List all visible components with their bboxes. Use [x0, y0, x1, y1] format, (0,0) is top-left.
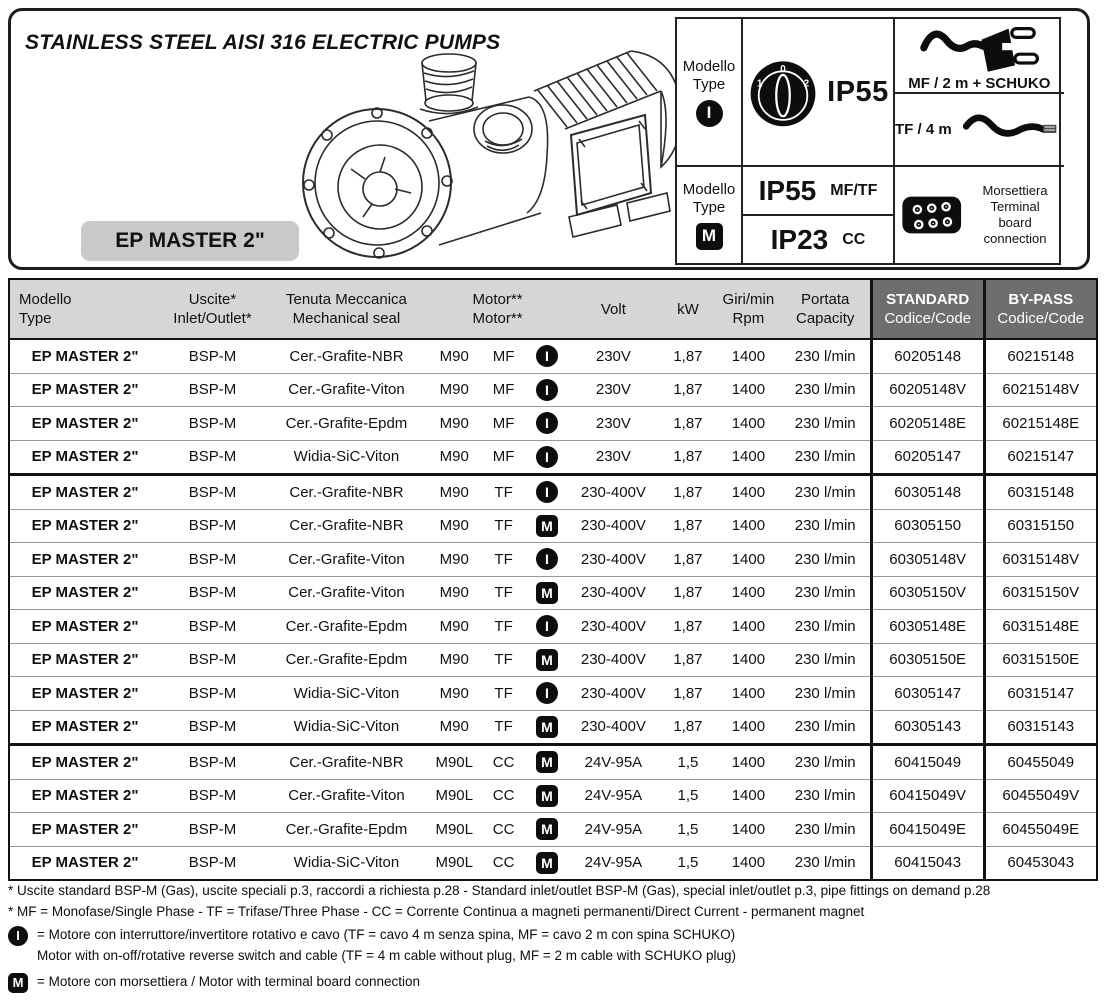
cell-standard_code: 60415049V	[871, 779, 984, 813]
cell-model: EP MASTER 2"	[9, 475, 160, 510]
cell-model: EP MASTER 2"	[9, 779, 160, 813]
cell-standard_code: 60205147	[871, 440, 984, 475]
cell-rpm: 1400	[716, 407, 780, 441]
terminal-board-cell	[895, 167, 1064, 263]
cell-kw: 1,87	[660, 710, 716, 745]
cell-inlet_outlet: BSP-M	[160, 475, 265, 510]
cell-seal: Cer.-Grafite-Viton	[265, 576, 428, 610]
cell-standard_code: 60305148V	[871, 543, 984, 577]
cell-seal: Cer.-Grafite-Viton	[265, 543, 428, 577]
cell-kw: 1,5	[660, 779, 716, 813]
cell-volt: 230-400V	[567, 610, 660, 644]
cell-type	[527, 373, 567, 407]
cell-type	[527, 610, 567, 644]
cell-standard_code: 60305147	[871, 677, 984, 711]
type-i-icon: I	[536, 548, 558, 570]
cell-inlet_outlet: BSP-M	[160, 440, 265, 475]
type-i-icon: I	[696, 100, 723, 127]
type-m-icon: M	[536, 716, 558, 738]
cell-motor: M90	[428, 576, 480, 610]
cell-volt: 230V	[567, 440, 660, 475]
cell-kw: 1,5	[660, 846, 716, 880]
svg-text:2: 2	[803, 78, 810, 90]
type-i-icon: I	[8, 926, 28, 946]
cell-kw: 1,5	[660, 745, 716, 780]
pump-illustration	[279, 17, 699, 269]
cell-standard_code: 60305148E	[871, 610, 984, 644]
cell-phase: CC	[480, 813, 526, 847]
cell-type	[527, 543, 567, 577]
cell-motor: M90	[428, 339, 480, 373]
cell-rpm: 1400	[716, 643, 780, 677]
table-row	[9, 643, 1097, 677]
cell-model: EP MASTER 2"	[9, 745, 160, 780]
type-i-icon: I	[536, 481, 558, 503]
cell-model: EP MASTER 2"	[9, 543, 160, 577]
cell-capacity: 230 l/min	[781, 779, 872, 813]
ip55-mftf-cell	[743, 167, 893, 216]
cell-volt: 24V-95A	[567, 779, 660, 813]
cell-type	[527, 643, 567, 677]
cell-rpm: 1400	[716, 576, 780, 610]
cell-type	[527, 779, 567, 813]
svg-text:0: 0	[780, 64, 786, 76]
cell-seal: Cer.-Grafite-Epdm	[265, 610, 428, 644]
cell-standard_code: 60305150V	[871, 576, 984, 610]
cell-motor: M90	[428, 677, 480, 711]
cell-inlet_outlet: BSP-M	[160, 373, 265, 407]
cell-model: EP MASTER 2"	[9, 509, 160, 543]
cell-motor: M90	[428, 643, 480, 677]
cell-motor: M90L	[428, 813, 480, 847]
cell-capacity: 230 l/min	[781, 576, 872, 610]
cell-capacity: 230 l/min	[781, 710, 872, 745]
cell-capacity: 230 l/min	[781, 813, 872, 847]
cell-capacity: 230 l/min	[781, 475, 872, 510]
cell-inlet_outlet: BSP-M	[160, 846, 265, 880]
cell-bypass_code: 60315143	[984, 710, 1097, 745]
cell-inlet_outlet: BSP-M	[160, 677, 265, 711]
table-row	[9, 745, 1097, 780]
cell-model: EP MASTER 2"	[9, 710, 160, 745]
cell-rpm: 1400	[716, 373, 780, 407]
cell-phase: CC	[480, 745, 526, 780]
cell-model: EP MASTER 2"	[9, 373, 160, 407]
cell-motor: M90	[428, 509, 480, 543]
rotary-switch-icon	[747, 56, 819, 128]
cell-type	[527, 710, 567, 745]
cell-kw: 1,87	[660, 407, 716, 441]
cell-model: EP MASTER 2"	[9, 643, 160, 677]
type-i-cable-cell	[895, 19, 1064, 167]
ip23-cc-cell	[743, 216, 893, 263]
cell-seal: Cer.-Grafite-Epdm	[265, 407, 428, 441]
table-row	[9, 779, 1097, 813]
modello-type-label: Modello Type	[682, 180, 736, 216]
type-m-icon: M	[536, 582, 558, 604]
cell-kw: 1,87	[660, 576, 716, 610]
table-row	[9, 475, 1097, 510]
cell-phase: TF	[480, 475, 526, 510]
cell-kw: 1,87	[660, 543, 716, 577]
cell-capacity: 230 l/min	[781, 543, 872, 577]
cell-capacity: 230 l/min	[781, 846, 872, 880]
cell-motor: M90	[428, 710, 480, 745]
cell-bypass_code: 60315147	[984, 677, 1097, 711]
table-row	[9, 339, 1097, 373]
terminal-board-label: Morsettiera Terminal board connection	[982, 183, 1048, 246]
ip55-rating: IP55	[827, 75, 889, 108]
cell-kw: 1,87	[660, 373, 716, 407]
header-motor: Motor** Motor**	[428, 279, 567, 339]
cell-rpm: 1400	[716, 509, 780, 543]
cell-bypass_code: 60315150E	[984, 643, 1097, 677]
cell-standard_code: 60305150	[871, 509, 984, 543]
type-m-icon: M	[536, 785, 558, 807]
table-row	[9, 610, 1097, 644]
type-m-icon: M	[696, 223, 723, 250]
header-volt: Volt	[567, 279, 660, 339]
cell-kw: 1,87	[660, 643, 716, 677]
cell-bypass_code: 60215148V	[984, 373, 1097, 407]
cell-standard_code: 60415049E	[871, 813, 984, 847]
cell-type	[527, 576, 567, 610]
table-row	[9, 543, 1097, 577]
type-m-ip-cell	[743, 167, 895, 263]
cell-phase: TF	[480, 710, 526, 745]
header-rpm: Giri/min Rpm	[716, 279, 780, 339]
type-i-icon: I	[536, 682, 558, 704]
modello-type-label: Modello Type	[682, 57, 736, 93]
cell-standard_code: 60305148	[871, 475, 984, 510]
cell-phase: TF	[480, 677, 526, 711]
cell-volt: 24V-95A	[567, 745, 660, 780]
tf-cable-cell	[895, 94, 1064, 165]
cell-rpm: 1400	[716, 339, 780, 373]
cell-seal: Widia-SiC-Viton	[265, 440, 428, 475]
cell-inlet_outlet: BSP-M	[160, 813, 265, 847]
cell-rpm: 1400	[716, 610, 780, 644]
cell-kw: 1,87	[660, 475, 716, 510]
cell-rpm: 1400	[716, 813, 780, 847]
cell-kw: 1,87	[660, 509, 716, 543]
cell-standard_code: 60305143	[871, 710, 984, 745]
cell-capacity: 230 l/min	[781, 373, 872, 407]
cell-type	[527, 407, 567, 441]
cell-inlet_outlet: BSP-M	[160, 610, 265, 644]
cell-motor: M90	[428, 543, 480, 577]
cell-kw: 1,87	[660, 440, 716, 475]
cell-kw: 1,87	[660, 610, 716, 644]
cell-type	[527, 745, 567, 780]
cell-seal: Cer.-Grafite-Viton	[265, 779, 428, 813]
cell-model: EP MASTER 2"	[9, 407, 160, 441]
type-m-icon: M	[536, 751, 558, 773]
cc-tag: CC	[842, 230, 866, 248]
cell-inlet_outlet: BSP-M	[160, 339, 265, 373]
cell-type	[527, 475, 567, 510]
cell-bypass_code: 60455049	[984, 745, 1097, 780]
cell-model: EP MASTER 2"	[9, 576, 160, 610]
cell-seal: Cer.-Grafite-NBR	[265, 509, 428, 543]
footnote-type-i-text-it: = Motore con interruttore/invertitore rotativo e cavo (TF = cavo 4 m senza spina, MF = cavo 2 m con spina SCHUKO)	[37, 927, 736, 942]
cell-volt: 230V	[567, 339, 660, 373]
cell-phase: TF	[480, 509, 526, 543]
cell-seal: Widia-SiC-Viton	[265, 710, 428, 745]
cell-seal: Cer.-Grafite-NBR	[265, 475, 428, 510]
cell-capacity: 230 l/min	[781, 407, 872, 441]
cell-kw: 1,5	[660, 813, 716, 847]
cell-model: EP MASTER 2"	[9, 813, 160, 847]
info-panel	[675, 17, 1061, 265]
cell-volt: 230-400V	[567, 710, 660, 745]
cell-model: EP MASTER 2"	[9, 339, 160, 373]
cell-bypass_code: 60215148E	[984, 407, 1097, 441]
cell-capacity: 230 l/min	[781, 643, 872, 677]
cell-inlet_outlet: BSP-M	[160, 710, 265, 745]
type-m-icon: M	[536, 515, 558, 537]
cell-volt: 230-400V	[567, 576, 660, 610]
cell-motor: M90	[428, 407, 480, 441]
cell-phase: TF	[480, 576, 526, 610]
cell-bypass_code: 60455049E	[984, 813, 1097, 847]
type-i-ip-cell	[743, 19, 895, 167]
footnote-inlet-outlet: * Uscite standard BSP-M (Gas), uscite speciali p.3, raccordi a richiesta p.28 - Standard inlet/outlet BSP-M (Gas), special inlet/outlet p.3, pipe fittings on demand p.28	[8, 883, 991, 898]
header-capacity: Portata Capacity	[781, 279, 872, 339]
cell-seal: Widia-SiC-Viton	[265, 677, 428, 711]
cell-capacity: 230 l/min	[781, 339, 872, 373]
cell-motor: M90L	[428, 745, 480, 780]
table-row	[9, 710, 1097, 745]
cell-bypass_code: 60315150	[984, 509, 1097, 543]
cell-phase: CC	[480, 846, 526, 880]
cell-bypass_code: 60315150V	[984, 576, 1097, 610]
table-row	[9, 440, 1097, 475]
type-i-icon: I	[536, 345, 558, 367]
model-badge: EP MASTER 2"	[81, 221, 299, 261]
cell-capacity: 230 l/min	[781, 745, 872, 780]
header-kw: kW	[660, 279, 716, 339]
cell-capacity: 230 l/min	[781, 610, 872, 644]
cell-capacity: 230 l/min	[781, 677, 872, 711]
cell-model: EP MASTER 2"	[9, 677, 160, 711]
cell-phase: MF	[480, 339, 526, 373]
mf-cable-cell	[895, 19, 1064, 94]
cell-phase: MF	[480, 440, 526, 475]
page-title: STAINLESS STEEL AISI 316 ELECTRIC PUMPS	[25, 31, 501, 54]
cell-volt: 230-400V	[567, 543, 660, 577]
cell-bypass_code: 60315148V	[984, 543, 1097, 577]
cell-rpm: 1400	[716, 779, 780, 813]
cell-volt: 230-400V	[567, 677, 660, 711]
pump-table-body	[9, 339, 1097, 880]
type-i-icon: I	[536, 412, 558, 434]
table-row	[9, 576, 1097, 610]
cell-rpm: 1400	[716, 846, 780, 880]
type-i-icon: I	[536, 379, 558, 401]
cell-inlet_outlet: BSP-M	[160, 779, 265, 813]
cell-seal: Widia-SiC-Viton	[265, 846, 428, 880]
cell-standard_code: 60305150E	[871, 643, 984, 677]
cell-bypass_code: 60315148	[984, 475, 1097, 510]
cell-motor: M90L	[428, 779, 480, 813]
cell-rpm: 1400	[716, 745, 780, 780]
cell-volt: 230-400V	[567, 509, 660, 543]
cell-standard_code: 60205148E	[871, 407, 984, 441]
footnote-type-i	[8, 926, 1102, 968]
cell-inlet_outlet: BSP-M	[160, 543, 265, 577]
header-standard-code: STANDARD Codice/Code	[871, 279, 984, 339]
type-m-icon: M	[536, 852, 558, 874]
cell-bypass_code: 60455049V	[984, 779, 1097, 813]
cell-bypass_code: 60215147	[984, 440, 1097, 475]
ip23-rating: IP23	[770, 223, 829, 255]
pump-spec-table	[8, 278, 1098, 881]
cell-rpm: 1400	[716, 440, 780, 475]
top-section	[8, 8, 1090, 270]
cell-type	[527, 677, 567, 711]
cell-inlet_outlet: BSP-M	[160, 745, 265, 780]
cell-model: EP MASTER 2"	[9, 846, 160, 880]
table-row	[9, 373, 1097, 407]
cell-inlet_outlet: BSP-M	[160, 576, 265, 610]
cell-type	[527, 509, 567, 543]
tf-cable-label: TF / 4 m	[895, 121, 952, 138]
cell-phase: MF	[480, 373, 526, 407]
cell-phase: MF	[480, 407, 526, 441]
cell-motor: M90L	[428, 846, 480, 880]
cell-bypass_code: 60215148	[984, 339, 1097, 373]
cell-inlet_outlet: BSP-M	[160, 643, 265, 677]
footnote-type-m	[8, 973, 1102, 994]
cell-volt: 230V	[567, 373, 660, 407]
cell-model: EP MASTER 2"	[9, 440, 160, 475]
cell-seal: Cer.-Grafite-Viton	[265, 373, 428, 407]
cell-rpm: 1400	[716, 710, 780, 745]
table-row	[9, 407, 1097, 441]
cell-seal: Cer.-Grafite-Epdm	[265, 813, 428, 847]
table-header-row	[9, 279, 1097, 339]
cell-kw: 1,87	[660, 339, 716, 373]
header-mechanical-seal: Tenuta Meccanica Mechanical seal	[265, 279, 428, 339]
cable-icon	[960, 113, 1064, 147]
footnote-phase-abbr: * MF = Monofase/Single Phase - TF = Trifase/Three Phase - CC = Corrente Continua a magneti permanenti/Direct Current - permanent magnet	[8, 904, 865, 919]
cell-inlet_outlet: BSP-M	[160, 509, 265, 543]
cell-capacity: 230 l/min	[781, 440, 872, 475]
type-i-label-cell	[677, 19, 743, 167]
mf-cable-label: MF / 2 m + SCHUKO	[908, 75, 1051, 92]
cell-volt: 24V-95A	[567, 813, 660, 847]
ip55-rating: IP55	[758, 174, 817, 206]
cell-model: EP MASTER 2"	[9, 610, 160, 644]
cell-rpm: 1400	[716, 475, 780, 510]
cell-standard_code: 60205148	[871, 339, 984, 373]
cell-volt: 230-400V	[567, 643, 660, 677]
cell-phase: TF	[480, 543, 526, 577]
cell-standard_code: 60205148V	[871, 373, 984, 407]
cell-volt: 230-400V	[567, 475, 660, 510]
table-row	[9, 677, 1097, 711]
cell-inlet_outlet: BSP-M	[160, 407, 265, 441]
cell-rpm: 1400	[716, 677, 780, 711]
footnotes	[8, 882, 1102, 994]
cell-phase: TF	[480, 610, 526, 644]
svg-text:1: 1	[757, 78, 763, 90]
header-inlet-outlet: Uscite* Inlet/Outlet*	[160, 279, 265, 339]
cell-phase: TF	[480, 643, 526, 677]
cell-type	[527, 339, 567, 373]
cell-type	[527, 813, 567, 847]
terminal-board-icon	[901, 193, 962, 237]
type-m-label-cell	[677, 167, 743, 263]
type-m-icon: M	[8, 973, 28, 993]
cell-type	[527, 440, 567, 475]
footnote-type-i-text-en: Motor with on-off/rotative reverse switch and cable (TF = 4 m cable without plug, MF = 2 m cable with SCHUKO plug)	[37, 948, 737, 963]
cell-seal: Cer.-Grafite-Epdm	[265, 643, 428, 677]
type-i-icon: I	[536, 615, 558, 637]
table-row	[9, 509, 1097, 543]
cell-motor: M90	[428, 440, 480, 475]
type-m-icon: M	[536, 649, 558, 671]
schuko-plug-icon	[919, 19, 1039, 75]
table-row	[9, 813, 1097, 847]
header-bypass-code: BY-PASS Codice/Code	[984, 279, 1097, 339]
table-row	[9, 846, 1097, 880]
footnote-type-m-text: = Motore con morsettiera / Motor with terminal board connection	[37, 974, 421, 989]
cell-bypass_code: 60453043	[984, 846, 1097, 880]
cell-bypass_code: 60315148E	[984, 610, 1097, 644]
cell-motor: M90	[428, 475, 480, 510]
cell-kw: 1,87	[660, 677, 716, 711]
cell-phase: CC	[480, 779, 526, 813]
cell-seal: Cer.-Grafite-NBR	[265, 745, 428, 780]
cell-volt: 230V	[567, 407, 660, 441]
cell-motor: M90	[428, 373, 480, 407]
cell-standard_code: 60415043	[871, 846, 984, 880]
cell-seal: Cer.-Grafite-NBR	[265, 339, 428, 373]
cell-rpm: 1400	[716, 543, 780, 577]
mftf-tag: MF/TF	[830, 181, 878, 199]
header-model: Modello Type	[9, 279, 160, 339]
cell-motor: M90	[428, 610, 480, 644]
type-m-icon: M	[536, 818, 558, 840]
cell-standard_code: 60415049	[871, 745, 984, 780]
cell-volt: 24V-95A	[567, 846, 660, 880]
cell-capacity: 230 l/min	[781, 509, 872, 543]
type-i-icon: I	[536, 446, 558, 468]
cell-type	[527, 846, 567, 880]
